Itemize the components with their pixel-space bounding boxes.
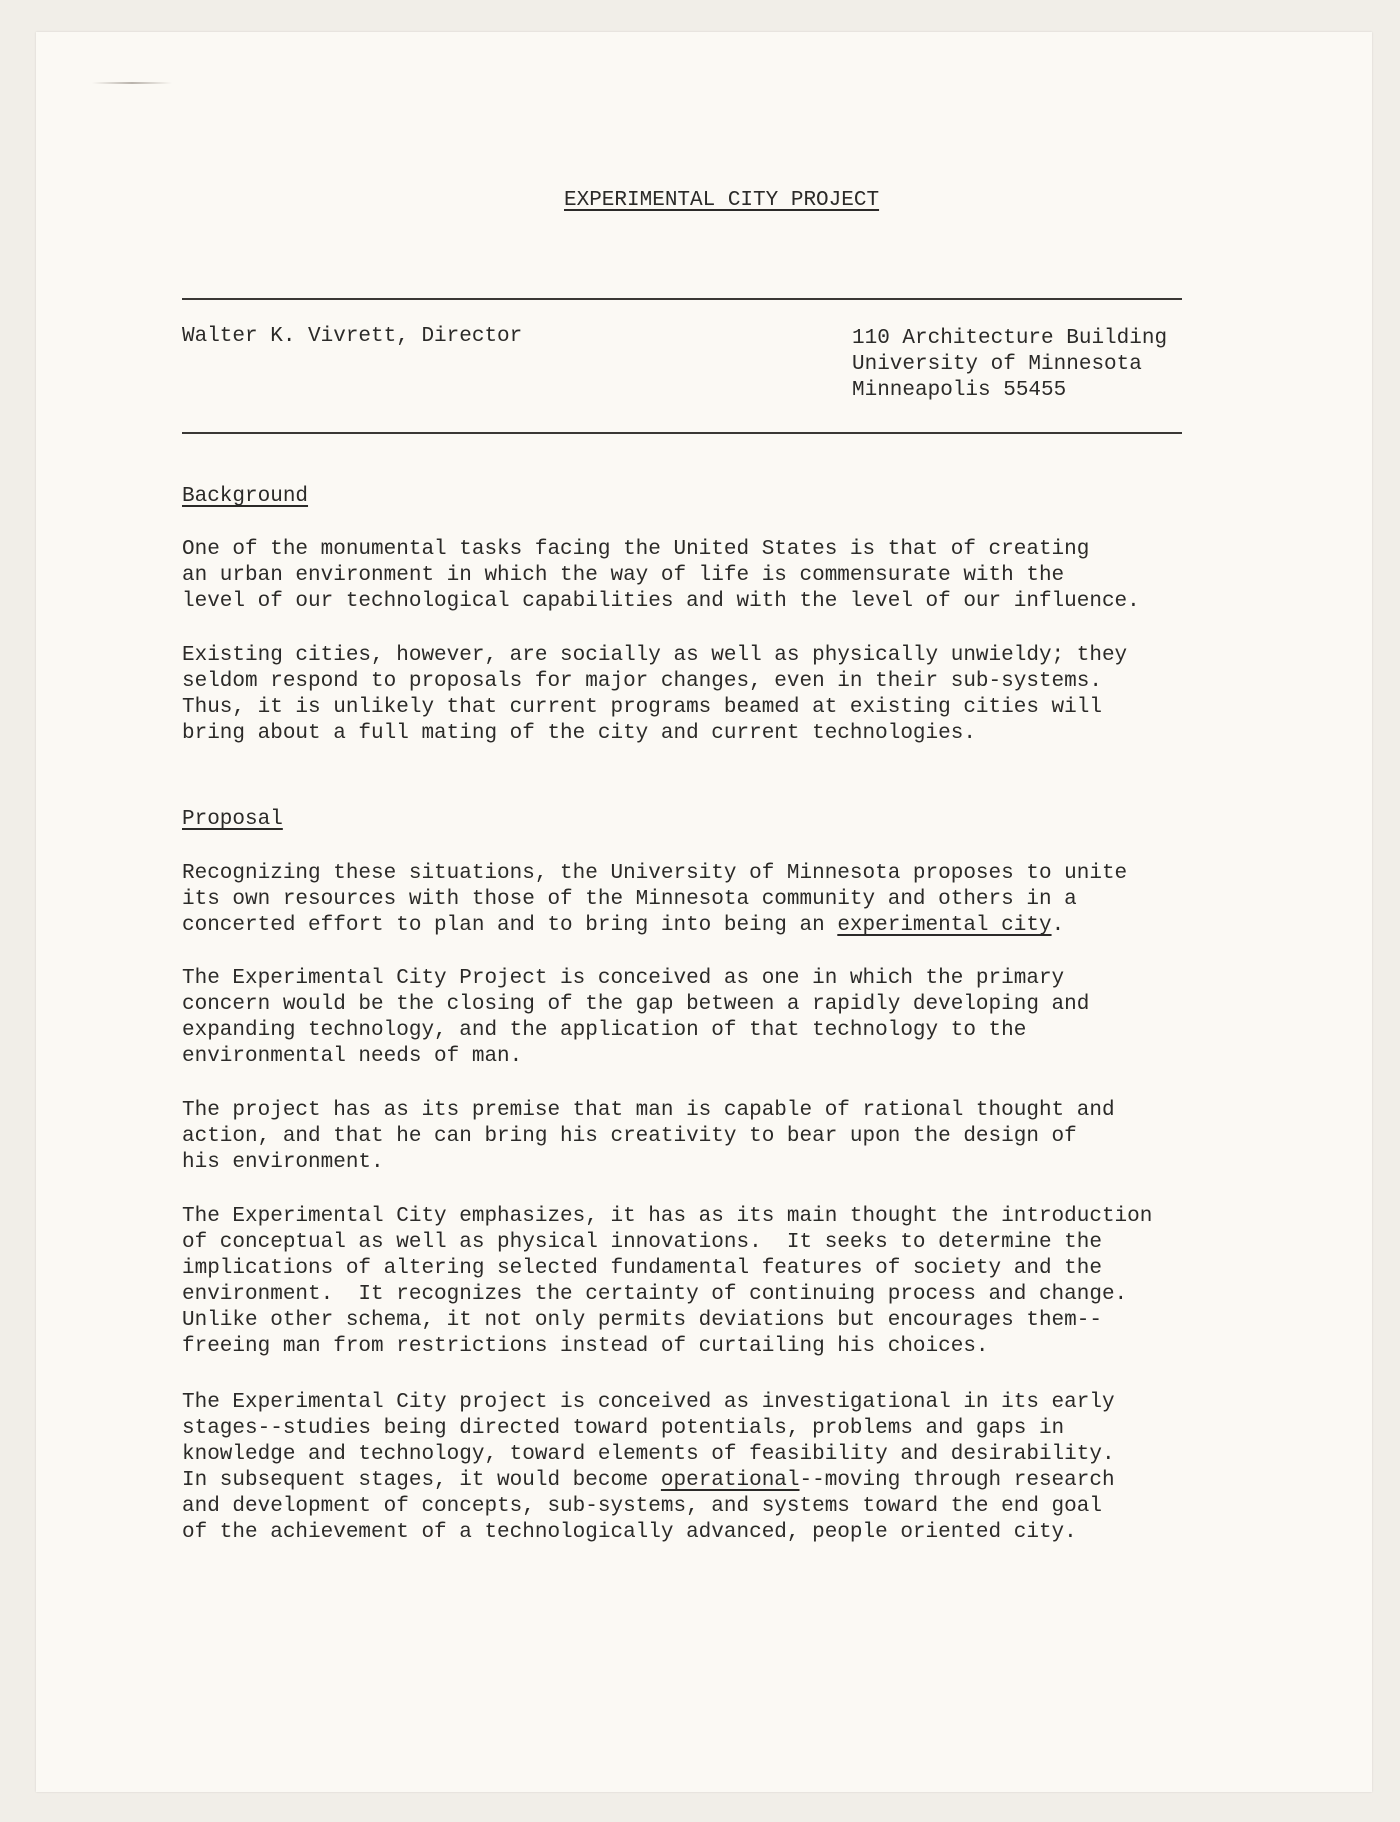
background-paragraph-2 — [182, 643, 1242, 747]
text-line: its own resources with those of the Minnesota community and others in a — [182, 888, 1077, 911]
text-line: Recognizing these situations, the University of Minnesota proposes to unite — [182, 862, 1128, 885]
text-line: implications of altering selected fundamental features of society and the — [182, 1257, 1102, 1280]
proposal-paragraph-2 — [182, 966, 1242, 1070]
text-line: freeing man from restrictions instead of curtailing his choices. — [182, 1335, 989, 1358]
proposal-paragraph-1 — [182, 861, 1242, 939]
proposal-heading: Proposal — [182, 808, 283, 831]
text-line: and development of concepts, sub-systems, and systems toward the end goal — [182, 1495, 1102, 1518]
text-line: The project has as its premise that man is capable of rational thought and — [182, 1099, 1115, 1122]
text-segment: . — [1051, 914, 1065, 937]
text-segment: In subsequent stages, it would become — [182, 1469, 661, 1492]
underlined-term: experimental city — [837, 914, 1052, 937]
text-line: concern would be the closing of the gap between a rapidly developing and — [182, 993, 1090, 1016]
proposal-paragraph-5 — [182, 1390, 1242, 1546]
address-line: 110 Architecture Building — [852, 327, 1168, 350]
text-segment: --moving through research — [799, 1469, 1115, 1492]
text-line: One of the monumental tasks facing the United States is that of creating — [182, 538, 1090, 561]
text-line: Thus, it is unlikely that current programs beamed at existing cities will — [182, 696, 1102, 719]
text-line: bring about a full mating of the city and current technologies. — [182, 722, 976, 745]
text-line: his environment. — [182, 1151, 384, 1174]
text-line: The Experimental City project is conceived as investigational in its early — [182, 1391, 1115, 1414]
text-line: an urban environment in which the way of life is commensurate with the — [182, 564, 1065, 587]
top-divider — [182, 298, 1182, 300]
text-segment: concerted effort to plan and to bring into being an — [182, 914, 838, 937]
proposal-paragraph-4 — [182, 1204, 1242, 1360]
address-block — [852, 326, 1167, 404]
pencil-mark — [92, 82, 172, 84]
paper-sheet — [36, 32, 1372, 1792]
text-line: expanding technology, and the application of that technology to the — [182, 1019, 1027, 1042]
text-line: of conceptual as well as physical innovations. It seeks to determine the — [182, 1231, 1102, 1254]
document-title: EXPERIMENTAL CITY PROJECT — [564, 189, 880, 212]
address-line: University of Minnesota — [852, 353, 1142, 376]
text-line: The Experimental City emphasizes, it has as its main thought the introduction — [182, 1205, 1153, 1228]
address-line: Minneapolis 55455 — [852, 379, 1067, 402]
text-line — [182, 1468, 1242, 1494]
text-line: environment. It recognizes the certainty of continuing process and change. — [182, 1283, 1128, 1306]
text-line: The Experimental City Project is conceived as one in which the primary — [182, 967, 1065, 990]
text-line: seldom respond to proposals for major changes, even in their sub-systems. — [182, 670, 1102, 693]
text-line: environmental needs of man. — [182, 1045, 523, 1068]
text-line — [182, 913, 1242, 939]
background-heading: Background — [182, 485, 309, 508]
text-line: knowledge and technology, toward elements of feasibility and desirability. — [182, 1443, 1115, 1466]
background-paragraph-1 — [182, 537, 1242, 615]
text-line: Unlike other schema, it not only permits deviations but encourages them-- — [182, 1309, 1102, 1332]
text-line: of the achievement of a technologically advanced, people oriented city. — [182, 1521, 1077, 1544]
text-line: action, and that he can bring his creativity to bear upon the design of — [182, 1125, 1077, 1148]
bottom-divider — [182, 432, 1182, 434]
director-name: Walter K. Vivrett, Director — [182, 325, 523, 348]
proposal-paragraph-3 — [182, 1098, 1242, 1176]
text-line: stages--studies being directed toward potentials, problems and gaps in — [182, 1417, 1065, 1440]
text-line: level of our technological capabilities and with the level of our influence. — [182, 590, 1140, 613]
underlined-term: operational — [660, 1469, 800, 1492]
text-line: Existing cities, however, are socially as well as physically unwieldy; they — [182, 644, 1128, 667]
